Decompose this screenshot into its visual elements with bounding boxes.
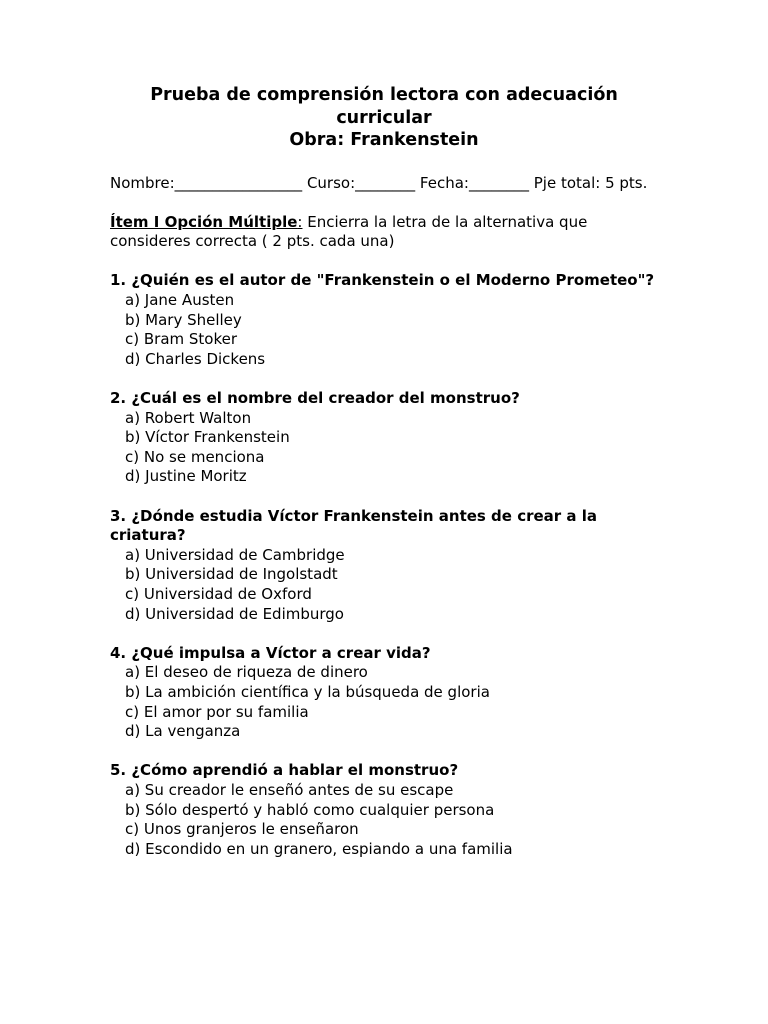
question-stem: 4. ¿Qué impulsa a Víctor a crear vida? (110, 643, 431, 662)
option-c: c) El amor por su familia (125, 702, 309, 721)
answer-options (110, 546, 658, 624)
option-a: a) Su creador le enseñó antes de su escape (125, 780, 454, 799)
option-d: d) Universidad de Edimburgo (125, 604, 344, 623)
instructions-text: Encierra la letra de la alternativa que consideres correcta ( 2 pts. cada una) (110, 212, 588, 251)
question-3 (110, 507, 658, 625)
puntaje-total: Pje total: 5 pts. (533, 173, 648, 192)
question-1 (110, 271, 658, 369)
question-5 (110, 761, 658, 859)
option-c: c) No se menciona (125, 447, 265, 466)
nombre-field: Nombre:_________________ (110, 173, 303, 192)
option-a: a) Robert Walton (125, 408, 252, 427)
option-a: a) El deseo de riqueza de dinero (125, 663, 368, 682)
option-a: a) Jane Austen (125, 291, 235, 310)
option-c: c) Unos granjeros le enseñaron (125, 820, 359, 839)
option-b: b) Víctor Frankenstein (125, 428, 290, 447)
option-c: c) Universidad de Oxford (125, 584, 312, 603)
option-a: a) Universidad de Cambridge (125, 545, 345, 564)
answer-options (110, 663, 658, 741)
title-line-3: Obra: Frankenstein (289, 130, 479, 150)
option-b: b) La ambición científica y la búsqueda de gloria (125, 682, 490, 701)
option-b: b) Mary Shelley (125, 310, 242, 329)
answer-options (110, 291, 658, 369)
title-line-2: curricular (336, 107, 432, 128)
option-b: b) Universidad de Ingolstadt (125, 565, 338, 584)
answer-options (110, 409, 658, 487)
question-stem: 3. ¿Dónde estudia Víctor Frankenstein antes de crear a la criatura? (110, 506, 598, 545)
question-stem: 1. ¿Quién es el autor de "Frankenstein o el Moderno Prometeo"? (110, 271, 655, 290)
option-d: d) La venganza (125, 722, 241, 741)
question-4 (110, 644, 658, 742)
answer-options (110, 781, 658, 859)
item-label-colon: : (297, 212, 303, 231)
title-line-1: Prueba de comprensión lectora con adecuación (150, 85, 618, 105)
question-stem: 5. ¿Cómo aprendió a hablar el monstruo? (110, 761, 459, 780)
student-info-header (110, 174, 658, 194)
item-label: Ítem I Opción Múltiple (110, 212, 298, 231)
curso-field: Curso:________ (306, 173, 416, 192)
worksheet-page (110, 84, 658, 859)
option-b: b) Sólo despertó y habló como cualquier persona (125, 800, 495, 819)
page-title (110, 84, 658, 152)
option-d: d) Justine Moritz (125, 467, 247, 486)
option-d: d) Escondido en un granero, espiando a una familia (125, 839, 513, 858)
option-c: c) Bram Stoker (125, 330, 238, 349)
option-d: d) Charles Dickens (125, 349, 266, 368)
instructions (110, 213, 658, 252)
fecha-field: Fecha:________ (419, 173, 529, 192)
question-stem: 2. ¿Cuál es el nombre del creador del monstruo? (110, 389, 520, 408)
question-2 (110, 389, 658, 487)
